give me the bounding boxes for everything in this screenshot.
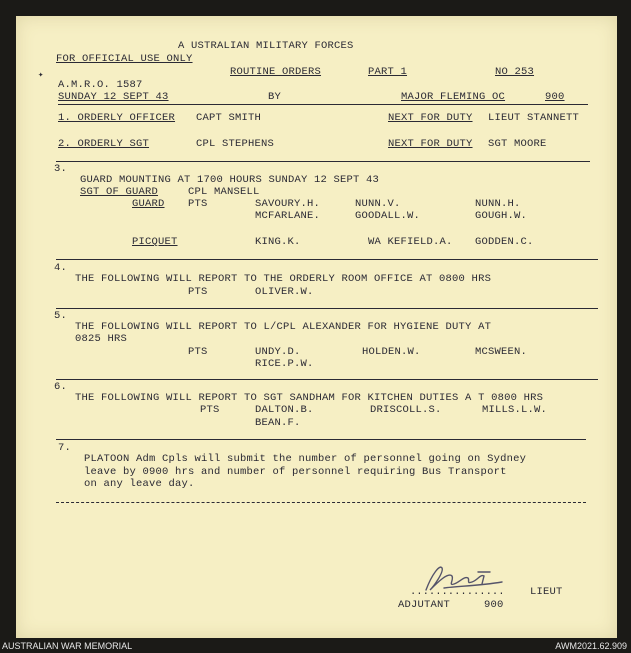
commanding-officer: MAJOR FLEMING OC	[401, 91, 506, 103]
guard-name: GOODALL.W.	[355, 210, 421, 222]
guard-name: MCFARLANE.	[255, 210, 321, 222]
footer-source: AUSTRALIAN WAR MEMORIAL	[2, 641, 133, 651]
routine-orders-title: ROUTINE ORDERS	[230, 66, 322, 78]
item6-pts-label: PTS	[200, 404, 220, 416]
item3-number: 3.	[54, 163, 68, 175]
official-use-label: FOR OFFICIAL USE ONLY	[56, 53, 193, 65]
signature-unit: 900	[484, 599, 504, 611]
guard-label: GUARD	[132, 198, 165, 210]
item4-number: 4.	[54, 262, 68, 274]
picquet-name: GODDEN.C.	[475, 236, 534, 248]
orderly-sgt-label: 2. ORDERLY SGT	[58, 138, 150, 150]
unit-number: 900	[545, 91, 565, 103]
next-for-duty-label-2: NEXT FOR DUTY	[388, 138, 473, 150]
order-number: NO 253	[495, 66, 535, 78]
punch-mark: ✦	[38, 70, 44, 80]
header-rule	[58, 104, 588, 105]
item6-name: DALTON.B.	[255, 404, 314, 416]
by-label: BY	[268, 91, 282, 103]
item6-name: BEAN.F.	[255, 417, 301, 429]
orderly-sgt-name: CPL STEPHENS	[196, 138, 275, 150]
amro-number: A.M.R.O. 1587	[58, 79, 143, 91]
picquet-name: WA KEFIELD.A.	[368, 236, 453, 248]
guard-pts-label: PTS	[188, 198, 208, 210]
footer-catalogue-id: AWM2021.62.909	[555, 641, 627, 651]
item2-rule	[56, 161, 590, 162]
item4-instruction: THE FOLLOWING WILL REPORT TO THE ORDERLY ROOM OFFICE AT 0800 HRS	[75, 273, 492, 285]
item5-name: RICE.P.W.	[255, 358, 314, 370]
next-sgt-name: SGT MOORE	[488, 138, 547, 150]
sgt-of-guard-name: CPL MANSELL	[188, 186, 260, 198]
signature-dots: ...............	[410, 586, 505, 598]
guard-mounting-line: GUARD MOUNTING AT 1700 HOURS SUNDAY 12 SEPT 43	[80, 174, 380, 186]
item3-rule	[56, 259, 598, 260]
item5-name: MCSWEEN.	[475, 346, 528, 358]
orderly-officer-label: 1. ORDERLY OFFICER	[58, 112, 176, 124]
item5-name: UNDY.D.	[255, 346, 301, 358]
item5-instruction-cont: 0825 HRS	[75, 333, 128, 345]
signature-rank: LIEUT	[530, 586, 563, 598]
guard-name: SAVOURY.H.	[255, 198, 321, 210]
org-heading: A USTRALIAN MILITARY FORCES	[178, 40, 354, 52]
picquet-label: PICQUET	[132, 236, 178, 248]
item6-number: 6.	[54, 381, 68, 393]
item7-text-line: on any leave day.	[84, 478, 195, 490]
part-number: PART 1	[368, 66, 408, 78]
order-date: SUNDAY 12 SEPT 43	[58, 91, 169, 103]
signature-title: ADJUTANT	[398, 599, 451, 611]
item4-pts-label: PTS	[188, 286, 208, 298]
guard-name: NUNN.V.	[355, 198, 401, 210]
item7-text-line: PLATOON Adm Cpls will submit the number of personnel going on Sydney	[84, 453, 527, 465]
item6-name: MILLS.L.W.	[482, 404, 548, 416]
item5-instruction: THE FOLLOWING WILL REPORT TO L/CPL ALEXANDER FOR HYGIENE DUTY AT	[75, 321, 492, 333]
item6-instruction: THE FOLLOWING WILL REPORT TO SGT SANDHAM FOR KITCHEN DUTIES A T 0800 HRS	[75, 392, 544, 404]
sgt-of-guard-label: SGT OF GUARD	[80, 186, 159, 198]
orderly-officer-name: CAPT SMITH	[196, 112, 262, 124]
item5-rule	[56, 379, 598, 380]
item4-name: OLIVER.W.	[255, 286, 314, 298]
next-for-duty-label-1: NEXT FOR DUTY	[388, 112, 473, 124]
next-officer-name: LIEUT STANNETT	[488, 112, 580, 124]
item4-rule	[56, 308, 598, 309]
item6-name: DRISCOLL.S.	[370, 404, 442, 416]
guard-name: GOUGH.W.	[475, 210, 528, 222]
item6-rule	[56, 439, 586, 440]
item7-number: 7.	[58, 442, 72, 454]
item5-pts-label: PTS	[188, 346, 208, 358]
item7-rule	[56, 502, 586, 503]
item5-name: HOLDEN.W.	[362, 346, 421, 358]
guard-name: NUNN.H.	[475, 198, 521, 210]
picquet-name: KING.K.	[255, 236, 301, 248]
item5-number: 5.	[54, 310, 68, 322]
item7-text-line: leave by 0900 hrs and number of personnel requiring Bus Transport	[84, 466, 507, 478]
